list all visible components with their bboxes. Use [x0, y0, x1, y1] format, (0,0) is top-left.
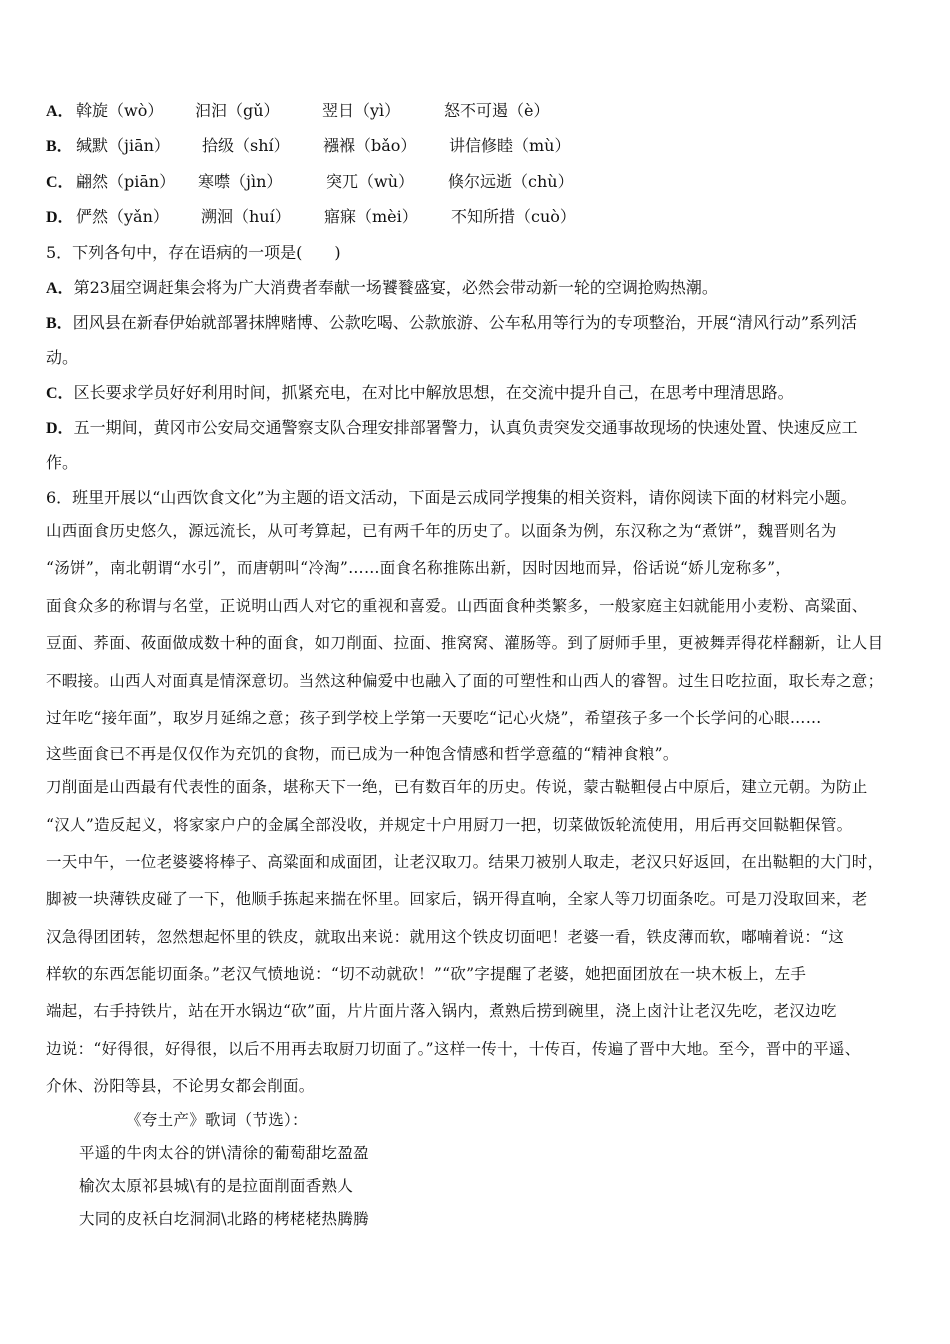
option-item: 怒不可遏（è）: [444, 101, 550, 120]
option-text: 区长要求学员好好利用时间，抓紧充电，在对比中解放思想，在交流中提升自己，在思考中理清思路。: [73, 383, 794, 402]
option-item: 拾级（shí）: [202, 136, 290, 155]
q5-option-b: [46, 313, 857, 334]
q4-option-c: [46, 172, 574, 193]
option-item: 翩然（piān）: [76, 172, 176, 191]
q5-option-b-cont: 动。: [46, 348, 79, 367]
option-label: A．: [46, 103, 74, 120]
option-item: 寒噤（jìn）: [198, 172, 283, 191]
material-line: “汉人”造反起义，将家家户户的金属全部没收，并规定十户用厨刀一把，切菜做饭轮流使用，用后再交回鞑靼保管。: [46, 816, 853, 834]
lyrics-title: 《夸土产》歌词（节选）：: [126, 1111, 308, 1129]
material-line: 样软的东西怎能切面条。”老汉气愤地说：“切不动就砍！”“砍”字提醒了老婆，她把面团放在一块木板上，左手: [46, 965, 807, 983]
material-line: 刀削面是山西最有代表性的面条，堪称天下一绝，已有数百年的历史。传说，蒙古鞑靼侵占中原后，建立元朝。为防止: [46, 778, 868, 796]
option-item: 缄默（jiān）: [76, 136, 170, 155]
option-label: B．: [46, 138, 73, 155]
option-item: 俨然（yǎn）: [76, 207, 169, 226]
option-item: 翌日（yì）: [322, 101, 401, 120]
option-item: 汩汩（gǔ）: [195, 101, 280, 120]
q4-option-d: [46, 207, 576, 228]
material-line: 豆面、荞面、莜面做成数十种的面食，如刀削面、拉面、推窝窝、灌肠等。到了厨师手里，更被舞弄得花样翻新，让人目: [46, 634, 884, 652]
q5-question: 5．下列各句中，存在语病的一项是( ): [46, 243, 341, 262]
option-item: 溯洄（huí）: [201, 207, 291, 226]
material-line: 脚被一块薄铁皮碰了一下，他顺手拣起来揣在怀里。回家后，锅开得直响，全家人等刀切面条吃。可是刀没取回来，老: [46, 890, 868, 908]
option-item: 襁褓（bǎo）: [323, 136, 417, 155]
q4-option-b: [46, 136, 571, 157]
q5-option-a: [46, 278, 718, 299]
q5-option-d: [46, 418, 858, 439]
option-text: 五一期间，黄冈市公安局交通警察支队合理安排部署警力，认真负责突发交通事故现场的快速处置、快速反应工: [73, 418, 858, 437]
option-item: 寤寐（mèi）: [324, 207, 418, 226]
option-label: D．: [46, 420, 74, 437]
q5-option-d-cont: 作。: [46, 453, 79, 472]
q4-option-a: [46, 101, 550, 122]
option-label: C．: [46, 385, 74, 402]
material-line: “汤饼”，南北朝谓“水引”，而唐朝叫“冷淘”……面食名称推陈出新，因时因地而异，俗话说“娇儿宠称多”，: [46, 559, 792, 577]
option-item: 突兀（wù）: [326, 172, 415, 191]
option-text: 团风县在新春伊始就部署抹牌赌博、公款吃喝、公款旅游、公车私用等行为的专项整治，开展“清风行动”系列活: [72, 313, 858, 332]
material-line: 边说：“好得很，好得很，以后不用再去取厨刀切面了。”这样一传十，十传百，传遍了晋中大地。至今，晋中的平遥、: [46, 1040, 861, 1058]
material-line: 山西面食历史悠久，源远流长，从可考算起，已有两千年的历史了。以面条为例，东汉称之为“煮饼”，魏晋则名为: [46, 522, 837, 540]
option-label: B．: [46, 315, 73, 332]
option-item: 不知所措（cuò）: [451, 207, 576, 226]
lyrics-line: 榆次太原祁县城\有的是拉面削面香熟人: [79, 1177, 354, 1195]
option-label: D．: [46, 209, 74, 226]
option-item: 斡旋（wò）: [76, 101, 164, 120]
lyrics-line: 平遥的牛肉太谷的饼\清徐的葡萄甜圪盈盈: [79, 1144, 369, 1162]
material-line: 介休、汾阳等县，不论男女都会削面。: [46, 1077, 315, 1095]
q5-option-c: [46, 383, 794, 404]
material-line: 面食众多的称谓与名堂，正说明山西人对它的重视和喜爱。山西面食种类繁多，一般家庭主妇就能用小麦粉、高粱面、: [46, 597, 868, 615]
lyrics-line: 大同的皮袄白圪洞洞\北路的栲栳栳热腾腾: [79, 1210, 369, 1228]
material-line: 一天中午，一位老婆婆将棒子、高粱面和成面团，让老汉取刀。结果刀被别人取走，老汉只好返回，在出鞑靼的大门时，: [46, 853, 884, 871]
q6-question: 6．班里开展以“山西饮食文化”为主题的语文活动，下面是云成同学搜集的相关资料，请你阅读下面的材料完小题。: [46, 488, 857, 507]
material-line: 不暇接。山西人对面真是情深意切。当然这种偏爱中也融入了面的可塑性和山西人的睿智。过生日吃拉面，取长寿之意；: [46, 672, 884, 690]
option-label: C．: [46, 174, 74, 191]
option-text: 第23届空调赶集会将为广大消费者奉献一场饕餮盛宴，必然会带动新一轮的空调抢购热潮。: [73, 278, 718, 297]
material-line: 端起，右手持铁片，站在开水锅边“砍”面，片片面片落入锅内，煮熟后捞到碗里，浇上卤汁让老汉先吃，老汉边吃: [46, 1002, 837, 1020]
option-item: 倏尔远逝（chù）: [448, 172, 574, 191]
option-label: A．: [46, 280, 74, 297]
option-item: 讲信修睦（mù）: [449, 136, 571, 155]
material-line: 过年吃“接年面”，取岁月延绵之意；孩子到学校上学第一天要吃“记心火烧”，希望孩子多一个长学问的心眼……: [46, 709, 822, 727]
material-line: 汉急得团团转，忽然想起怀里的铁皮，就取出来说：就用这个铁皮切面吧！老婆一看，铁皮薄而软，嘟喃着说：“这: [46, 928, 845, 946]
material-line: 这些面食已不再是仅仅作为充饥的食物，而已成为一种饱含情感和哲学意蕴的“精神食粮”。: [46, 745, 679, 763]
